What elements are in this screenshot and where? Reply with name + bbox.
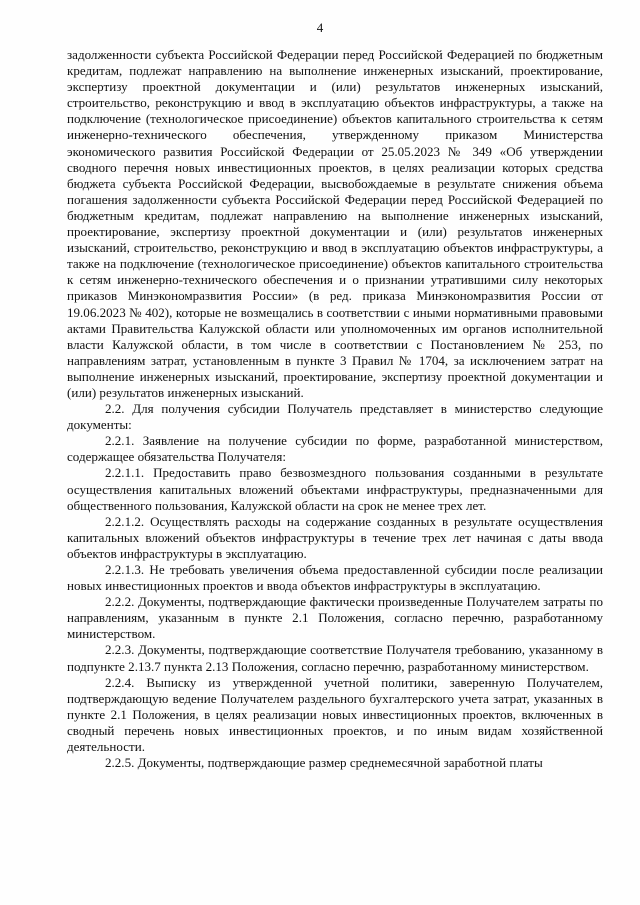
paragraph-2-2-5: 2.2.5. Документы, подтверждающие размер среднемесячной заработной платы	[105, 755, 543, 771]
paragraph-2-2-3: 2.2.3. Документы, подтверждающие соответствие Получателя требованию, указанному в подпункте 2.13.7 пункта 2.13 Положения, согласно перечню, разработанному министерством.	[67, 642, 603, 674]
paragraph-2-2-1: 2.2.1. Заявление на получение субсидии по форме, разработанной министерством, содержащее обязательства Получателя:	[67, 433, 603, 465]
document-body	[67, 47, 603, 771]
paragraph-2-2-2: 2.2.2. Документы, подтверждающие фактически произведенные Получателем затраты по направлениям, указанным в пункте 2.1 Положения, согласно перечню, разработанному министерством.	[67, 594, 603, 642]
paragraph-2-2-4: 2.2.4. Выписку из утвержденной учетной политики, заверенную Получателем, подтверждающую ведение Получателем раздельного бухгалтерского учета затрат, указанных в пункте 2.1 Положения, в целях реализации новых инвестиционных проектов, включенных в сводный перечень новых инвестиционных проектов, и по иным видам хозяйственной деятельности.	[67, 674, 603, 755]
paragraph-2-2-1-2: 2.2.1.2. Осуществлять расходы на содержание созданных в результате осуществления капитальных вложений объектов инфраструктуры в течение трех лет начиная с даты ввода объектов инфраструктуры в эксплуатацию.	[67, 513, 603, 561]
paragraph-2-2: 2.2. Для получения субсидии Получатель представляет в министерство следующие документы:	[67, 401, 603, 433]
paragraph-2-2-1-1: 2.2.1.1. Предоставить право безвозмездного пользования созданными в результате осуществления капитальных вложений объектами инфраструктуры, предназначенными для общественного пользования, Калужской области на срок не менее трех лет.	[67, 465, 603, 513]
paragraph-2-2-1-3: 2.2.1.3. Не требовать увеличения объема предоставленной субсидии после реализации новых инвестиционных проектов и ввода объектов инфраструктуры в эксплуатацию.	[67, 562, 603, 594]
paragraph-continuation: задолженности субъекта Российской Федерации перед Российской Федерацией по бюджетным кредитам, подлежат направлению на выполнение инженерных изысканий, проектирование, экспертизу проектной документации и (или) результатов инженерных изысканий, строительство, реконструкцию и ввод в эксплуатацию объектов инфраструктуры, а также на подключение (технологическое присоединение) объектов капитального строительства к сетям инженерно-технического обеспечения, утвержденному приказом Министерства экономического развития Российской Федерации от 25.05.2023 № 349 «Об утверждении сводного перечня новых инвестиционных проектов, в целях реализации которых средства бюджета субъекта Российской Федерации, высвобождаемые в результате снижения объема погашения задолженности субъекта Российской Федерации перед Российской Федерацией по бюджетным кредитам, подлежат направлению на выполнение инженерных изысканий, проектирование, экспертизу проектной документации и (или) результатов инженерных изысканий, строительство, реконструкцию и ввод в эксплуатацию объектов инфраструктуры, а также на подключение (технологическое присоединение) объектов капитального строительства к сетям инженерно-технического обеспечения и о признании утратившими силу некоторых приказов Минэкономразвития России» (в ред. приказа Минэкономразвития России от 19.06.2023 № 402), которые не возмещались в соответствии с иными нормативными правовыми актами Правительства Калужской области или уполномоченных им органов исполнительной власти Калужской области, в том числе в соответствии с Постановлением № 253, по направлениям затрат, установленным в пункте 3 Правил № 1704, за исключением затрат на выполнение инженерных изысканий, проектирование, экспертизу проектной документации и (или) результатов инженерных изысканий.	[67, 47, 603, 400]
page-number: 4	[316, 20, 324, 35]
